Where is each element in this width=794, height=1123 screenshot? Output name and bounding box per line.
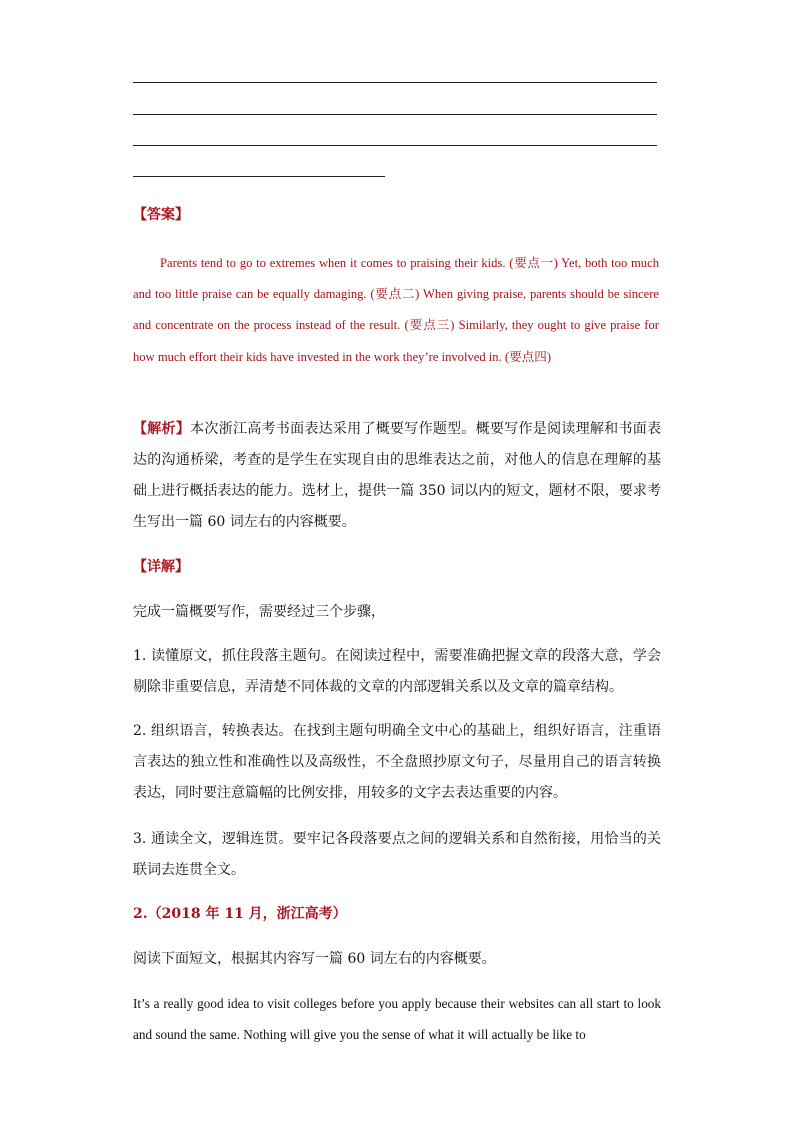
- question-2-heading: 2.（2018 年 11 月，浙江高考）: [133, 906, 347, 922]
- question-2-passage: It’s a really good idea to visit colleges before you apply because their websites can all start to look and sound the same. Nothing will give you the sense of what it will actually be like to: [133, 996, 661, 1042]
- answer-blank-line: [133, 114, 657, 115]
- answer-blank-line: [133, 176, 385, 177]
- detail-step-1: 1. 读懂原文，抓住段落主题句。在阅读过程中，需要准确把握文章的段落大意，学会剔除非重要信息，弄清楚不同体裁的文章的内部逻辑关系以及文章的篇章结构。: [133, 648, 661, 695]
- analysis-text: 本次浙江高考书面表达采用了概要写作题型。概要写作是阅读理解和书面表达的沟通桥梁，考查的是学生在实现自由的思维表达之前，对他人的信息在理解的基础上进行概括表达的能力。选材上，提供一篇 350 词以内的短文，题材不限，要求考生写出一篇 60 词左右的内容概要。: [133, 421, 662, 530]
- answer-label: 【答案】: [133, 207, 189, 223]
- answer-paragraph: Parents tend to go to extremes when it comes to praising their kids. (要点一) Yet, both too much and too little praise can be equally damaging. (要点二) When giving praise, parents should be sincere and concentrate on the process instead of the result. (要点三) Similarly, they ought to give praise for how much effort their kids have invested in the work they’re involved in. (要点四): [133, 256, 659, 364]
- answer-text: [133, 248, 659, 373]
- answer-blank-line: [133, 145, 657, 146]
- question-2-instruction: 阅读下面短文，根据其内容写一篇 60 词左右的内容概要。: [133, 951, 496, 967]
- answer-blank-line: [133, 82, 657, 83]
- detail-step-3: 3. 通读全文，逻辑连贯。要牢记各段落要点之间的逻辑关系和自然衔接，用恰当的关联词去连贯全文。: [133, 831, 661, 878]
- detail-intro: 完成一篇概要写作，需要经过三个步骤，: [133, 604, 385, 620]
- detail-step-2: 2. 组织语言，转换表达。在找到主题句明确全文中心的基础上，组织好语言，注重语言表达的独立性和准确性以及高级性，不全盘照抄原文句子，尽量用自己的语言转换表达，同时要注意篇幅的比例安排，用较多的文字去表达重要的内容。: [133, 723, 661, 801]
- analysis-section: [133, 414, 661, 538]
- analysis-label: 【解析】: [133, 421, 191, 437]
- detail-label: 【详解】: [133, 559, 189, 575]
